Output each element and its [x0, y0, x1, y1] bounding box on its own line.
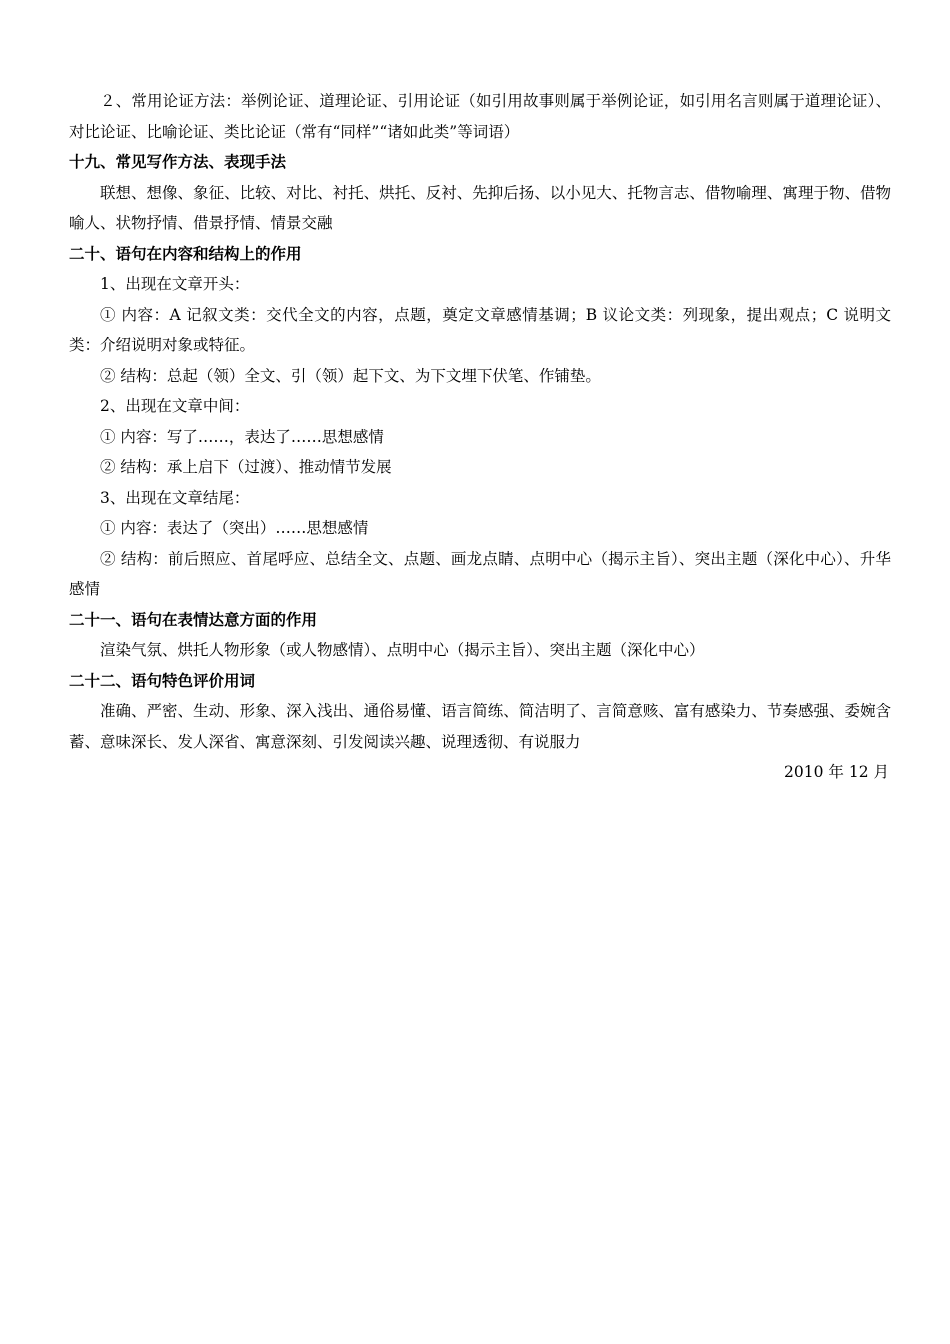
section-22-heading: 二十二、语句特色评价用词	[69, 671, 256, 690]
section-21-text: 渲染气氛、烘托人物形象（或人物感情）、点明中心（揭示主旨）、突出主题（深化中心）	[100, 641, 705, 659]
section-22-text: 准确、严密、生动、形象、深入浅出、通俗易懂、语言简练、简洁明了、言简意赅、富有感染力、节奏感强、委婉含蓄、意味深长、发人深省、寓意深刻、引发阅读兴趣、说理透彻、有说服力	[69, 702, 891, 751]
argument-methods-paragraph: ２、常用论证方法：举例论证、道理论证、引用论证（如引用故事则属于举例论证，如引用名言则属于道理论证）、对比论证、比喻论证、类比论证（常有“同样”“诸如此类”等词语）	[69, 92, 891, 141]
section-20-item-3: 3、出现在文章结尾：	[100, 488, 250, 507]
section-20-item-1: 1、出现在文章开头：	[100, 275, 250, 293]
section-20-heading: 二十、语句在内容和结构上的作用	[69, 244, 302, 263]
section-21-heading: 二十一、语句在表情达意方面的作用	[69, 610, 318, 629]
section-20-item-1-structure: ② 结构：总起（领）全文、引（领）起下文、为下文埋下伏笔、作铺垫。	[100, 366, 601, 385]
section-20-item-2-structure: ② 结构：承上启下（过渡）、推动情节发展	[100, 458, 392, 476]
section-20-item-2-content: ① 内容：写了……，表达了……思想感情	[100, 427, 384, 446]
section-20-item-1-content: ① 内容：A 记叙文类：交代全文的内容，点题，奠定文章感情基调；B 议论文类：列现象，提出观点；C 说明文类：介绍说明对象或特征。	[69, 305, 891, 354]
section-19-heading: 十九、常见写作方法、表现手法	[69, 153, 287, 171]
section-20-item-2: 2、出现在文章中间：	[100, 397, 250, 415]
section-20-item-3-content: ① 内容：表达了（突出）……思想感情	[100, 519, 369, 537]
document-date: 2010 年 12 月	[784, 763, 889, 781]
document-body	[69, 86, 891, 788]
section-19-text: 联想、想像、象征、比较、对比、衬托、烘托、反衬、先抑后扬、以小见大、托物言志、借物喻理、寓理于物、借物喻人、状物抒情、借景抒情、情景交融	[69, 183, 891, 232]
section-20-item-3-structure: ② 结构：前后照应、首尾呼应、总结全文、点题、画龙点睛、点明中心（揭示主旨）、突出主题（深化中心）、升华感情	[69, 549, 891, 598]
